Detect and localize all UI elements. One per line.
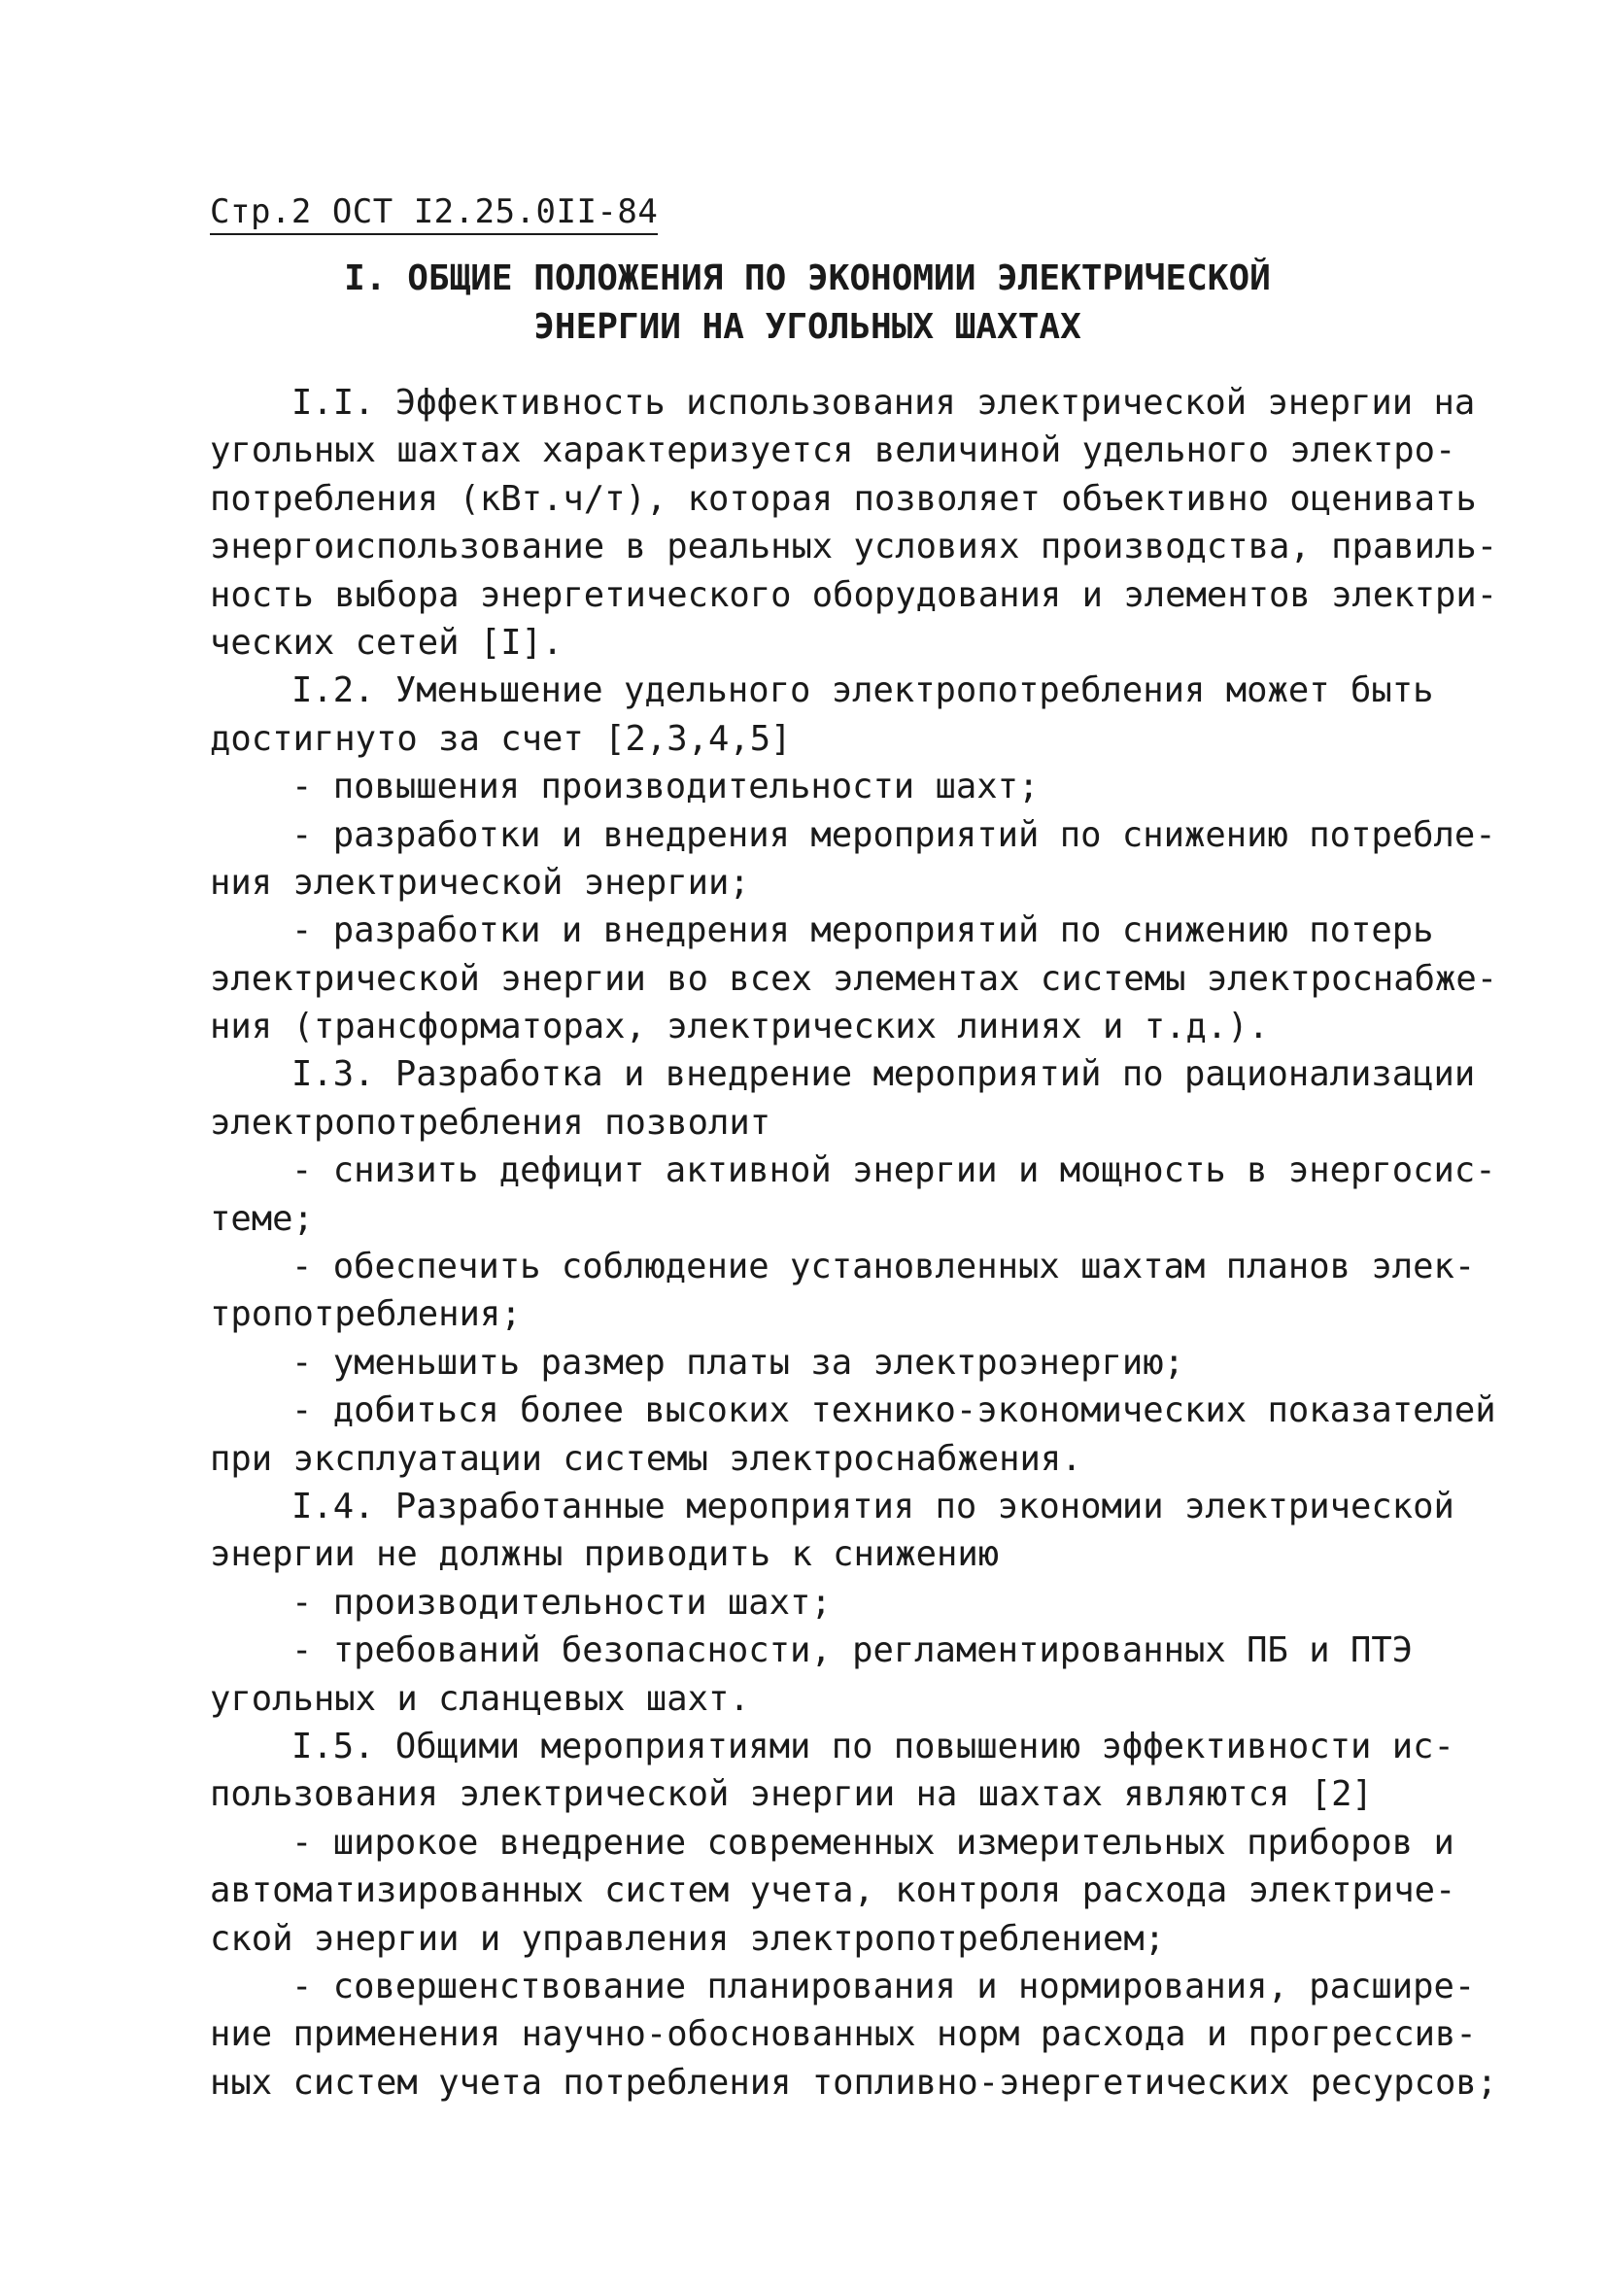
list-item-continuation: ние применения научно-обоснованных норм расхода и прогрессив- bbox=[210, 2014, 1477, 2055]
para-1-5-line: I.5. Общими мероприятиями по повышению эффективности ис- bbox=[291, 1726, 1454, 1766]
list-item: - добиться более высоких технико-экономических показателей bbox=[291, 1390, 1496, 1431]
section-title-line-1: I. ОБЩИЕ ПОЛОЖЕНИЯ ПО ЭКОНОМИИ ЭЛЕКТРИЧЕСКОЙ bbox=[344, 258, 1271, 298]
list-item: - повышения производительности шахт; bbox=[291, 767, 1040, 807]
para-1-1-line: потребления (кВт.ч/т), которая позволяет объективно оценивать bbox=[210, 478, 1477, 519]
para-1-3-line: I.3. Разработка и внедрение мероприятий по рационализации bbox=[291, 1054, 1476, 1095]
list-item-continuation: ской энергии и управления электропотреблением; bbox=[210, 1918, 1166, 1959]
para-1-4-line: I.4. Разработанные мероприятия по экономии электрической bbox=[291, 1486, 1454, 1526]
list-item: - широкое внедрение современных измерительных приборов и bbox=[291, 1822, 1454, 1863]
para-1-3-line: электропотребления позволит bbox=[210, 1102, 771, 1143]
list-item-continuation: ных систем учета потребления топливно-энергетических ресурсов; bbox=[210, 2062, 1498, 2103]
list-item-continuation: угольных и сланцевых шахт. bbox=[210, 1678, 750, 1719]
section-title bbox=[210, 255, 1405, 352]
list-item: - разработки и внедрения мероприятий по снижению потребле- bbox=[291, 814, 1496, 855]
para-1-1-line: I.I. Эффективность использования электрической энергии на bbox=[291, 383, 1476, 423]
list-item: - снизить дефицит активной энергии и мощность в энергосис- bbox=[291, 1150, 1496, 1191]
list-item-continuation: автоматизированных систем учета, контроля расхода электриче- bbox=[210, 1870, 1456, 1911]
list-item-continuation: теме; bbox=[210, 1198, 314, 1239]
para-1-2-line: I.2. Уменьшение удельного электропотребления может быть bbox=[291, 670, 1434, 711]
para-1-1-line: ность выбора энергетического оборудования и элементов электри- bbox=[210, 574, 1498, 615]
para-1-1-line: энергоиспользование в реальных условиях производства, правиль- bbox=[210, 527, 1498, 567]
section-title-line-2: ЭНЕРГИИ НА УГОЛЬНЫХ ШАХТАХ bbox=[533, 307, 1081, 347]
list-item-continuation: ния электрической энергии; bbox=[210, 862, 750, 903]
list-item-continuation: при эксплуатации системы электроснабжения. bbox=[210, 1438, 1082, 1479]
para-1-5-line: пользования электрической энергии на шахтах являются [2] bbox=[210, 1774, 1373, 1815]
list-item-continuation: электрической энергии во всех элементах системы электроснабже- bbox=[210, 958, 1498, 999]
list-item-continuation: тропотребления; bbox=[210, 1294, 522, 1335]
body-text bbox=[210, 379, 1498, 2107]
list-item: - обеспечить соблюдение установленных шахтам планов элек- bbox=[291, 1247, 1476, 1287]
list-item: - производительности шахт; bbox=[291, 1582, 832, 1623]
list-item: - уменьшить размер платы за электроэнергию; bbox=[291, 1342, 1185, 1383]
para-1-1-line: угольных шахтах характеризуется величиной удельного электро- bbox=[210, 430, 1456, 471]
list-item-continuation: ния (трансформаторах, электрических линиях и т.д.). bbox=[210, 1007, 1270, 1047]
para-1-4-line: энергии не должны приводить к снижению bbox=[210, 1534, 1000, 1575]
page-header: Стр.2 ОСТ I2.25.0II-84 bbox=[210, 192, 658, 235]
list-item: - разработки и внедрения мероприятий по снижению потерь bbox=[291, 910, 1434, 951]
list-item: - требований безопасности, регламентированных ПБ и ПТЭ bbox=[291, 1630, 1414, 1671]
para-1-1-line: ческих сетей [I]. bbox=[210, 622, 564, 663]
list-item: - совершенствование планирования и нормирования, расшире- bbox=[291, 1966, 1476, 2006]
para-1-2-line: достигнуто за счет [2,3,4,5] bbox=[210, 718, 792, 759]
